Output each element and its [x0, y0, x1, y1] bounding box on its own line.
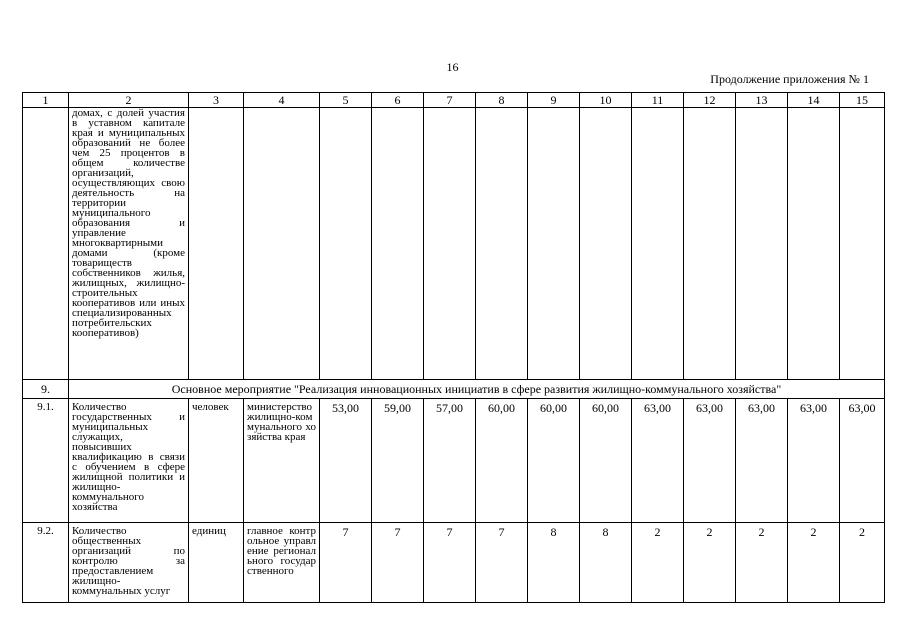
value-cell: 7 — [424, 523, 476, 603]
table-row — [23, 399, 885, 523]
value-cell: 59,00 — [372, 399, 424, 523]
unit-text: человек — [189, 399, 244, 523]
column-header: 10 — [580, 93, 632, 108]
empty-cell — [189, 108, 244, 380]
empty-cell — [372, 108, 424, 380]
value-cell: 53,00 — [320, 399, 372, 523]
empty-cell — [476, 108, 528, 380]
executor-text: министерство жилищно-коммунального хозяйства края — [244, 399, 320, 523]
column-header: 6 — [372, 93, 424, 108]
continuation-label: Продолжение приложения № 1 — [710, 72, 869, 86]
column-header: 5 — [320, 93, 372, 108]
empty-cell — [736, 108, 788, 380]
value-cell: 8 — [528, 523, 580, 603]
value-cell: 63,00 — [840, 399, 885, 523]
value-cell: 63,00 — [684, 399, 736, 523]
page-number: 16 — [446, 60, 459, 74]
empty-cell — [424, 108, 476, 380]
indicator-text: Количество государственных и муниципальных служащих, повысивших квалификацию в связи с обучением в сфере жилищной политики и жилищно-коммунального хозяйства — [69, 399, 189, 523]
empty-cell — [320, 108, 372, 380]
value-cell: 7 — [476, 523, 528, 603]
section-row — [23, 380, 885, 399]
value-cell: 2 — [840, 523, 885, 603]
column-header: 4 — [244, 93, 320, 108]
value-cell: 60,00 — [580, 399, 632, 523]
column-header: 15 — [840, 93, 885, 108]
row-number: 9.1. — [23, 399, 69, 523]
section-number: 9. — [23, 380, 69, 399]
column-header: 1 — [23, 93, 69, 108]
empty-cell — [580, 108, 632, 380]
value-cell: 63,00 — [632, 399, 684, 523]
column-header: 3 — [189, 93, 244, 108]
unit-text: единиц — [189, 523, 244, 603]
column-header: 13 — [736, 93, 788, 108]
continued-row — [23, 108, 885, 380]
value-cell: 63,00 — [736, 399, 788, 523]
continued-indicator-text: домах, с долей участия в уставном капитале края и муниципальных образований не более чем 25 процентов в общем количестве организаций, осуществляющих свою деятельность на территории муниципального образования и управление многоквартирными домами (кроме товариществ собственников жилья, жилищных, жилищно-строительных кооперативов или иных специализированных потребительских кооперативов) — [69, 108, 189, 380]
value-cell: 7 — [372, 523, 424, 603]
executor-text: главное контрольное управление регионального государственного — [244, 523, 320, 603]
value-cell: 7 — [320, 523, 372, 603]
empty-cell — [684, 108, 736, 380]
empty-cell — [528, 108, 580, 380]
empty-cell — [788, 108, 840, 380]
empty-cell — [244, 108, 320, 380]
column-header-row — [23, 93, 885, 108]
column-header: 7 — [424, 93, 476, 108]
value-cell: 63,00 — [788, 399, 840, 523]
empty-cell — [840, 108, 885, 380]
value-cell: 2 — [788, 523, 840, 603]
column-header: 8 — [476, 93, 528, 108]
column-header: 2 — [69, 93, 189, 108]
value-cell: 2 — [632, 523, 684, 603]
column-header: 9 — [528, 93, 580, 108]
empty-cell — [23, 108, 69, 380]
indicator-text: Количество общественных организаций по контролю за предоставлением жилищно-коммунальных услуг — [69, 523, 189, 603]
column-header: 12 — [684, 93, 736, 108]
value-cell: 2 — [736, 523, 788, 603]
row-number: 9.2. — [23, 523, 69, 603]
value-cell: 60,00 — [476, 399, 528, 523]
value-cell: 57,00 — [424, 399, 476, 523]
section-title: Основное мероприятие "Реализация инновационных инициатив в сфере развития жилищно-коммунального хозяйства" — [69, 380, 885, 399]
value-cell: 8 — [580, 523, 632, 603]
value-cell: 60,00 — [528, 399, 580, 523]
indicators-table — [22, 92, 885, 603]
value-cell: 2 — [684, 523, 736, 603]
empty-cell — [632, 108, 684, 380]
column-header: 11 — [632, 93, 684, 108]
table-row — [23, 523, 885, 603]
column-header: 14 — [788, 93, 840, 108]
